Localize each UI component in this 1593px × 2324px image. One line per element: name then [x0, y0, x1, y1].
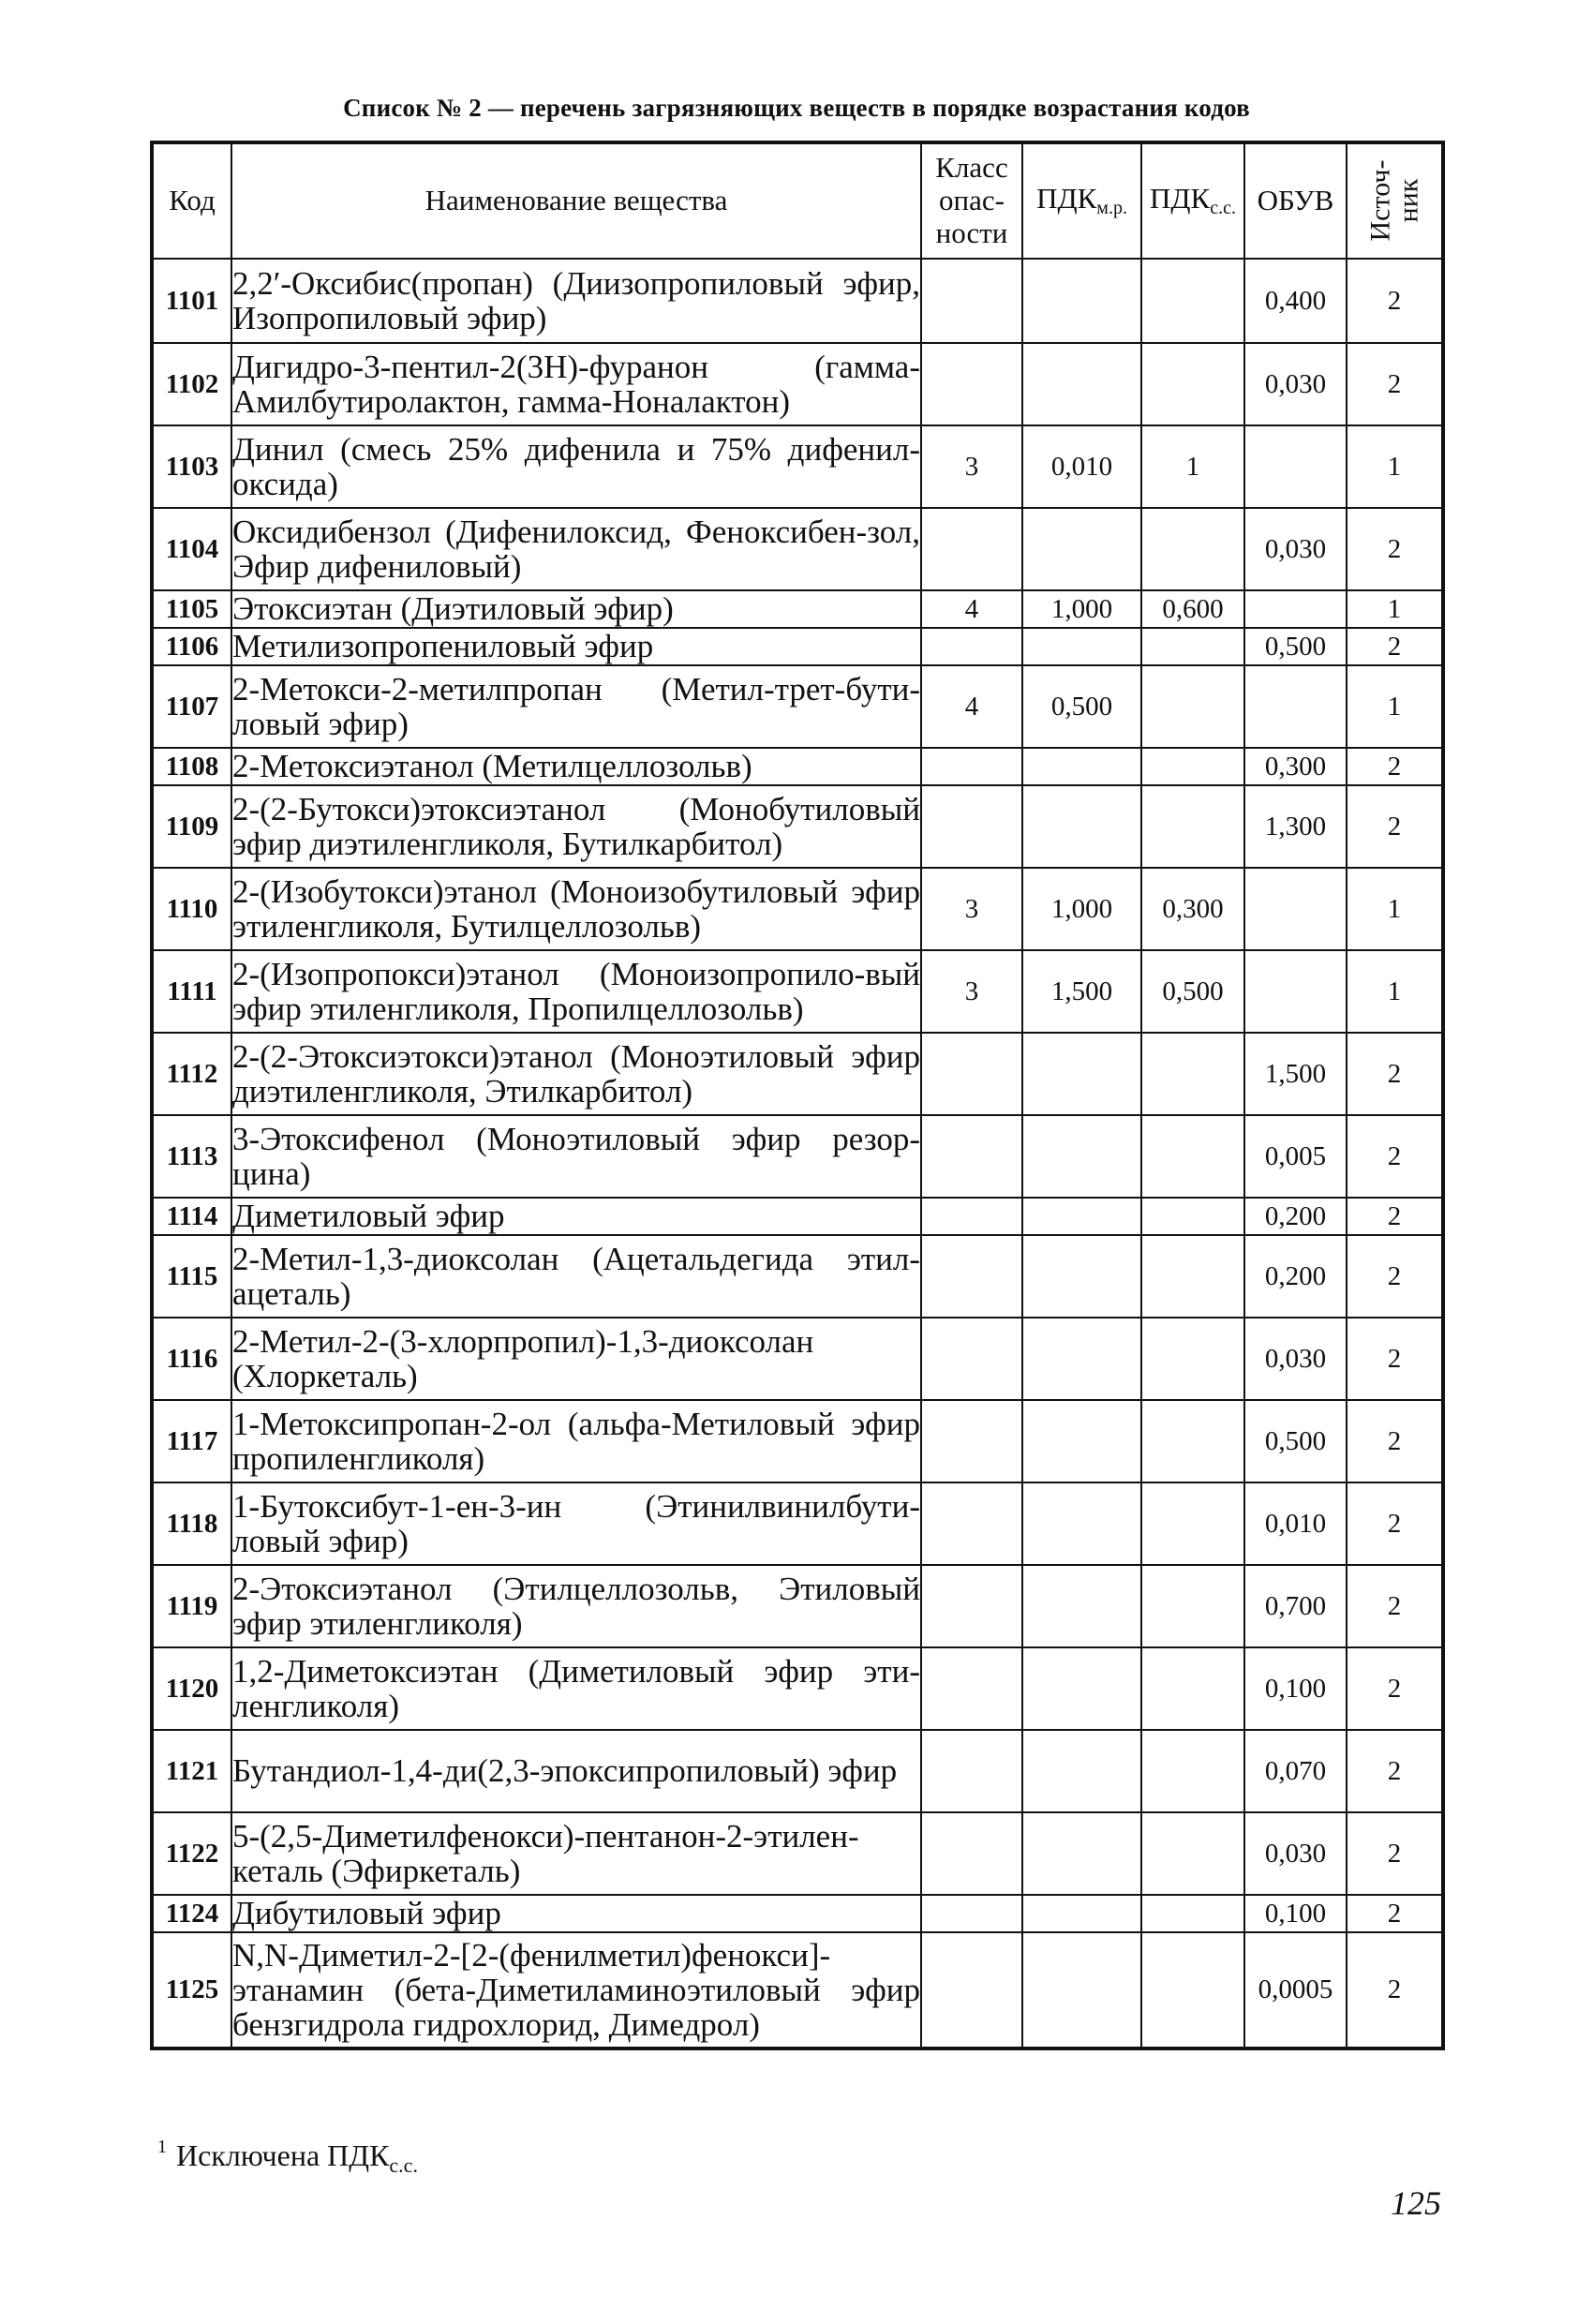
pdk-mr-cell [1022, 1235, 1141, 1318]
table-row [152, 868, 1443, 950]
pdk-ss-cell: 0,500 [1141, 950, 1244, 1033]
code-cell: 1125 [152, 1932, 231, 2048]
name-cell: 1,2-Диметоксиэтан (Диметиловый эфир эти-ленгликоля) [231, 1647, 921, 1730]
source-cell: 2 [1347, 1115, 1443, 1198]
header-pdk-mr-label: ПДК [1036, 182, 1097, 216]
obuv-cell: 0,700 [1244, 1565, 1347, 1647]
pdk-ss-cell [1141, 1565, 1244, 1647]
pdk-ss-cell [1141, 628, 1244, 665]
class-cell [921, 1318, 1022, 1400]
source-cell: 2 [1347, 1400, 1443, 1482]
obuv-cell: 0,500 [1244, 1400, 1347, 1482]
source-cell: 2 [1347, 508, 1443, 590]
table-row [152, 1400, 1443, 1482]
source-cell: 1 [1347, 868, 1443, 950]
obuv-cell: 0,070 [1244, 1730, 1347, 1812]
header-pdk-ss-label: ПДК [1150, 182, 1211, 216]
code-cell: 1122 [152, 1812, 231, 1895]
name-cell: 2-Метил-1,3-диоксолан (Ацетальдегида этил-ацеталь) [231, 1235, 921, 1318]
pdk-ss-cell: 1 [1141, 425, 1244, 508]
class-cell [921, 508, 1022, 590]
pdk-ss-cell [1141, 1812, 1244, 1895]
name-cell: 2-(2-Бутокси)этоксиэтанол (Монобутиловый эфир диэтиленгликоля, Бутилкарбитол) [231, 785, 921, 868]
class-cell [921, 1565, 1022, 1647]
source-cell: 2 [1347, 1318, 1443, 1400]
pdk-mr-cell [1022, 1647, 1141, 1730]
obuv-cell: 0,500 [1244, 628, 1347, 665]
source-cell: 1 [1347, 590, 1443, 628]
class-cell [921, 1730, 1022, 1812]
header-source-line2: ник [1392, 178, 1423, 222]
obuv-cell: 0,030 [1244, 508, 1347, 590]
code-cell: 1111 [152, 950, 231, 1033]
header-pdk-ss [1141, 142, 1244, 259]
header-pdk-ss-sub: с.с. [1210, 198, 1236, 219]
header-class-line2: опас- [939, 184, 1005, 217]
table-row [152, 1482, 1443, 1565]
table-row [152, 1198, 1443, 1235]
name-cell: Этоксиэтан (Диэтиловый эфир) [231, 590, 921, 628]
code-cell: 1117 [152, 1400, 231, 1482]
name-cell: 2-Метил-2-(3-хлорпропил)-1,3-диоксолан (Хлоркеталь) [231, 1318, 921, 1400]
obuv-cell: 0,300 [1244, 748, 1347, 785]
obuv-cell: 1,300 [1244, 785, 1347, 868]
pdk-mr-cell [1022, 1115, 1141, 1198]
pdk-mr-cell [1022, 748, 1141, 785]
table-row [152, 748, 1443, 785]
name-cell: 2-Метокси-2-метилпропан (Метил-трет-бути-ловый эфир) [231, 665, 921, 748]
pdk-mr-cell [1022, 1932, 1141, 2048]
class-cell: 3 [921, 950, 1022, 1033]
pdk-ss-cell [1141, 785, 1244, 868]
code-cell: 1121 [152, 1730, 231, 1812]
class-cell [921, 1482, 1022, 1565]
pdk-mr-cell: 0,500 [1022, 665, 1141, 748]
class-cell [921, 1033, 1022, 1115]
footnote [157, 2137, 418, 2178]
pdk-ss-cell [1141, 665, 1244, 748]
source-cell: 1 [1347, 950, 1443, 1033]
table-row [152, 628, 1443, 665]
obuv-cell [1244, 665, 1347, 748]
code-cell: 1119 [152, 1565, 231, 1647]
footnote-text: Исключена ПДК [176, 2138, 390, 2172]
name-cell: Оксидибензол (Дифенилоксид, Феноксибен-зол, Эфир дифениловый) [231, 508, 921, 590]
table-row [152, 1033, 1443, 1115]
obuv-cell: 0,005 [1244, 1115, 1347, 1198]
pdk-mr-cell [1022, 508, 1141, 590]
table-header-row [152, 142, 1443, 259]
pdk-mr-cell [1022, 1318, 1141, 1400]
table-row [152, 785, 1443, 868]
obuv-cell [1244, 425, 1347, 508]
code-cell: 1103 [152, 425, 231, 508]
source-cell: 2 [1347, 259, 1443, 343]
obuv-cell [1244, 590, 1347, 628]
name-cell: 2-Этоксиэтанол (Этилцеллозольв, Этиловый эфир этиленгликоля) [231, 1565, 921, 1647]
name-cell: 2-(2-Этоксиэтокси)этанол (Моноэтиловый эфир диэтиленгликоля, Этилкарбитол) [231, 1033, 921, 1115]
pdk-ss-cell [1141, 748, 1244, 785]
pdk-mr-cell [1022, 343, 1141, 425]
code-cell: 1114 [152, 1198, 231, 1235]
source-cell: 2 [1347, 1895, 1443, 1932]
code-cell: 1108 [152, 748, 231, 785]
source-cell: 2 [1347, 1033, 1443, 1115]
name-cell: 2-Метоксиэтанол (Метилцеллозольв) [231, 748, 921, 785]
header-source [1347, 142, 1443, 259]
pdk-mr-cell: 0,010 [1022, 425, 1141, 508]
code-cell: 1102 [152, 343, 231, 425]
obuv-cell: 0,200 [1244, 1235, 1347, 1318]
substances-table [150, 141, 1445, 2050]
obuv-cell: 0,030 [1244, 1812, 1347, 1895]
pdk-ss-cell [1141, 1115, 1244, 1198]
table-row [152, 1647, 1443, 1730]
table-row [152, 1565, 1443, 1647]
table-row [152, 1730, 1443, 1812]
table-row [152, 950, 1443, 1033]
pdk-mr-cell [1022, 628, 1141, 665]
source-cell: 1 [1347, 665, 1443, 748]
pdk-ss-cell [1141, 1198, 1244, 1235]
header-source-line1: Источ- [1364, 159, 1395, 242]
table-row [152, 425, 1443, 508]
name-cell: N,N-Диметил-2-[2-(фенилметил)фенокси]-этанамин (бета-Диметиламиноэтиловый эфир бензгидрола гидрохлорид, Димедрол) [231, 1932, 921, 2048]
source-cell: 2 [1347, 1812, 1443, 1895]
obuv-cell [1244, 868, 1347, 950]
class-cell: 4 [921, 590, 1022, 628]
table-row [152, 1318, 1443, 1400]
header-name: Наименование вещества [231, 142, 921, 259]
pdk-mr-cell [1022, 1482, 1141, 1565]
footnote-marker: 1 [157, 2137, 167, 2157]
pdk-mr-cell [1022, 1812, 1141, 1895]
code-cell: 1115 [152, 1235, 231, 1318]
class-cell: 3 [921, 868, 1022, 950]
class-cell [921, 1895, 1022, 1932]
code-cell: 1120 [152, 1647, 231, 1730]
source-cell: 2 [1347, 748, 1443, 785]
table-row [152, 343, 1443, 425]
name-cell: 5-(2,5-Диметилфенокси)-пентанон-2-этилен-кеталь (Эфиркеталь) [231, 1812, 921, 1895]
class-cell [921, 343, 1022, 425]
class-cell: 3 [921, 425, 1022, 508]
pdk-ss-cell [1141, 343, 1244, 425]
code-cell: 1124 [152, 1895, 231, 1932]
header-pdk-mr [1022, 142, 1141, 259]
code-cell: 1104 [152, 508, 231, 590]
footnote-sub: с.с. [389, 2153, 418, 2177]
source-cell: 2 [1347, 785, 1443, 868]
pdk-mr-cell [1022, 1400, 1141, 1482]
code-cell: 1118 [152, 1482, 231, 1565]
name-cell: 2-(Изобутокси)этанол (Моноизобутиловый эфир этиленгликоля, Бутилцеллозольв) [231, 868, 921, 950]
name-cell: 2,2′-Оксибис(пропан) (Диизопропиловый эфир, Изопропиловый эфир) [231, 259, 921, 343]
code-cell: 1107 [152, 665, 231, 748]
pdk-mr-cell: 1,500 [1022, 950, 1141, 1033]
pdk-ss-cell [1141, 1730, 1244, 1812]
obuv-cell: 0,400 [1244, 259, 1347, 343]
name-cell: 1-Бутоксибут-1-ен-3-ин (Этинилвинилбути-ловый эфир) [231, 1482, 921, 1565]
source-cell: 2 [1347, 1565, 1443, 1647]
source-cell: 2 [1347, 1730, 1443, 1812]
source-cell: 2 [1347, 1198, 1443, 1235]
table-row [152, 590, 1443, 628]
pdk-mr-cell [1022, 1198, 1141, 1235]
code-cell: 1106 [152, 628, 231, 665]
header-source-rotated [1366, 159, 1422, 241]
pdk-ss-cell [1141, 1400, 1244, 1482]
pdk-ss-cell [1141, 1033, 1244, 1115]
obuv-cell [1244, 950, 1347, 1033]
obuv-cell: 0,100 [1244, 1895, 1347, 1932]
class-cell [921, 1932, 1022, 2048]
header-code: Код [152, 142, 231, 259]
pdk-mr-cell [1022, 259, 1141, 343]
code-cell: 1109 [152, 785, 231, 868]
page-number: 125 [1391, 2184, 1441, 2222]
source-cell: 2 [1347, 628, 1443, 665]
class-cell [921, 1198, 1022, 1235]
obuv-cell: 0,010 [1244, 1482, 1347, 1565]
table-row [152, 1812, 1443, 1895]
pdk-mr-cell [1022, 1033, 1141, 1115]
code-cell: 1101 [152, 259, 231, 343]
header-class-line3: ности [935, 216, 1008, 249]
table-row [152, 1932, 1443, 2048]
pdk-mr-cell: 1,000 [1022, 868, 1141, 950]
class-cell [921, 748, 1022, 785]
class-cell [921, 1812, 1022, 1895]
pdk-ss-cell [1141, 1235, 1244, 1318]
class-cell [921, 1400, 1022, 1482]
source-cell: 2 [1347, 1482, 1443, 1565]
pdk-mr-cell [1022, 1895, 1141, 1932]
source-cell: 2 [1347, 1932, 1443, 2048]
header-class [921, 142, 1022, 259]
pdk-ss-cell: 0,600 [1141, 590, 1244, 628]
source-cell: 1 [1347, 425, 1443, 508]
obuv-cell: 0,030 [1244, 343, 1347, 425]
code-cell: 1113 [152, 1115, 231, 1198]
class-cell [921, 628, 1022, 665]
class-cell [921, 1115, 1022, 1198]
name-cell: Бутандиол-1,4-ди(2,3-эпоксипропиловый) эфир [231, 1730, 921, 1812]
table-row [152, 1115, 1443, 1198]
name-cell: 1-Метоксипропан-2-ол (альфа-Метиловый эфир пропиленгликоля) [231, 1400, 921, 1482]
obuv-cell: 0,0005 [1244, 1932, 1347, 2048]
name-cell: Дибутиловый эфир [231, 1895, 921, 1932]
pdk-mr-cell: 1,000 [1022, 590, 1141, 628]
code-cell: 1105 [152, 590, 231, 628]
pdk-ss-cell: 0,300 [1141, 868, 1244, 950]
name-cell: Метилизопропениловый эфир [231, 628, 921, 665]
pdk-ss-cell [1141, 1932, 1244, 2048]
name-cell: 2-(Изопропокси)этанол (Моноизопропило-вый эфир этиленгликоля, Пропилцеллозольв) [231, 950, 921, 1033]
name-cell: 3-Этоксифенол (Моноэтиловый эфир резор-цина) [231, 1115, 921, 1198]
class-cell: 4 [921, 665, 1022, 748]
table-row [152, 1895, 1443, 1932]
pdk-ss-cell [1141, 1482, 1244, 1565]
table-row [152, 259, 1443, 343]
class-cell [921, 1647, 1022, 1730]
header-pdk-mr-sub: м.р. [1096, 198, 1127, 219]
pdk-mr-cell [1022, 1730, 1141, 1812]
code-cell: 1110 [152, 868, 231, 950]
pdk-ss-cell [1141, 259, 1244, 343]
class-cell [921, 785, 1022, 868]
source-cell: 2 [1347, 343, 1443, 425]
obuv-cell: 0,200 [1244, 1198, 1347, 1235]
header-class-line1: Класс [935, 151, 1008, 185]
class-cell [921, 259, 1022, 343]
pdk-ss-cell [1141, 508, 1244, 590]
page-title: Список № 2 — перечень загрязняющих веществ в порядке возрастания кодов [343, 94, 1250, 122]
header-obuv: ОБУВ [1244, 142, 1347, 259]
obuv-cell: 0,030 [1244, 1318, 1347, 1400]
code-cell: 1112 [152, 1033, 231, 1115]
pdk-ss-cell [1141, 1647, 1244, 1730]
obuv-cell: 1,500 [1244, 1033, 1347, 1115]
table-row [152, 508, 1443, 590]
name-cell: Динил (смесь 25% дифенила и 75% дифенил-оксида) [231, 425, 921, 508]
obuv-cell: 0,100 [1244, 1647, 1347, 1730]
table-row [152, 1235, 1443, 1318]
class-cell [921, 1235, 1022, 1318]
pdk-mr-cell [1022, 785, 1141, 868]
name-cell: Диметиловый эфир [231, 1198, 921, 1235]
pdk-mr-cell [1022, 1565, 1141, 1647]
name-cell: Дигидро-3-пентил-2(3Н)-фуранон (гамма-Амилбутиролактон, гамма-Ноналактон) [231, 343, 921, 425]
source-cell: 2 [1347, 1235, 1443, 1318]
table-row [152, 665, 1443, 748]
source-cell: 2 [1347, 1647, 1443, 1730]
pdk-ss-cell [1141, 1895, 1244, 1932]
code-cell: 1116 [152, 1318, 231, 1400]
pdk-ss-cell [1141, 1318, 1244, 1400]
